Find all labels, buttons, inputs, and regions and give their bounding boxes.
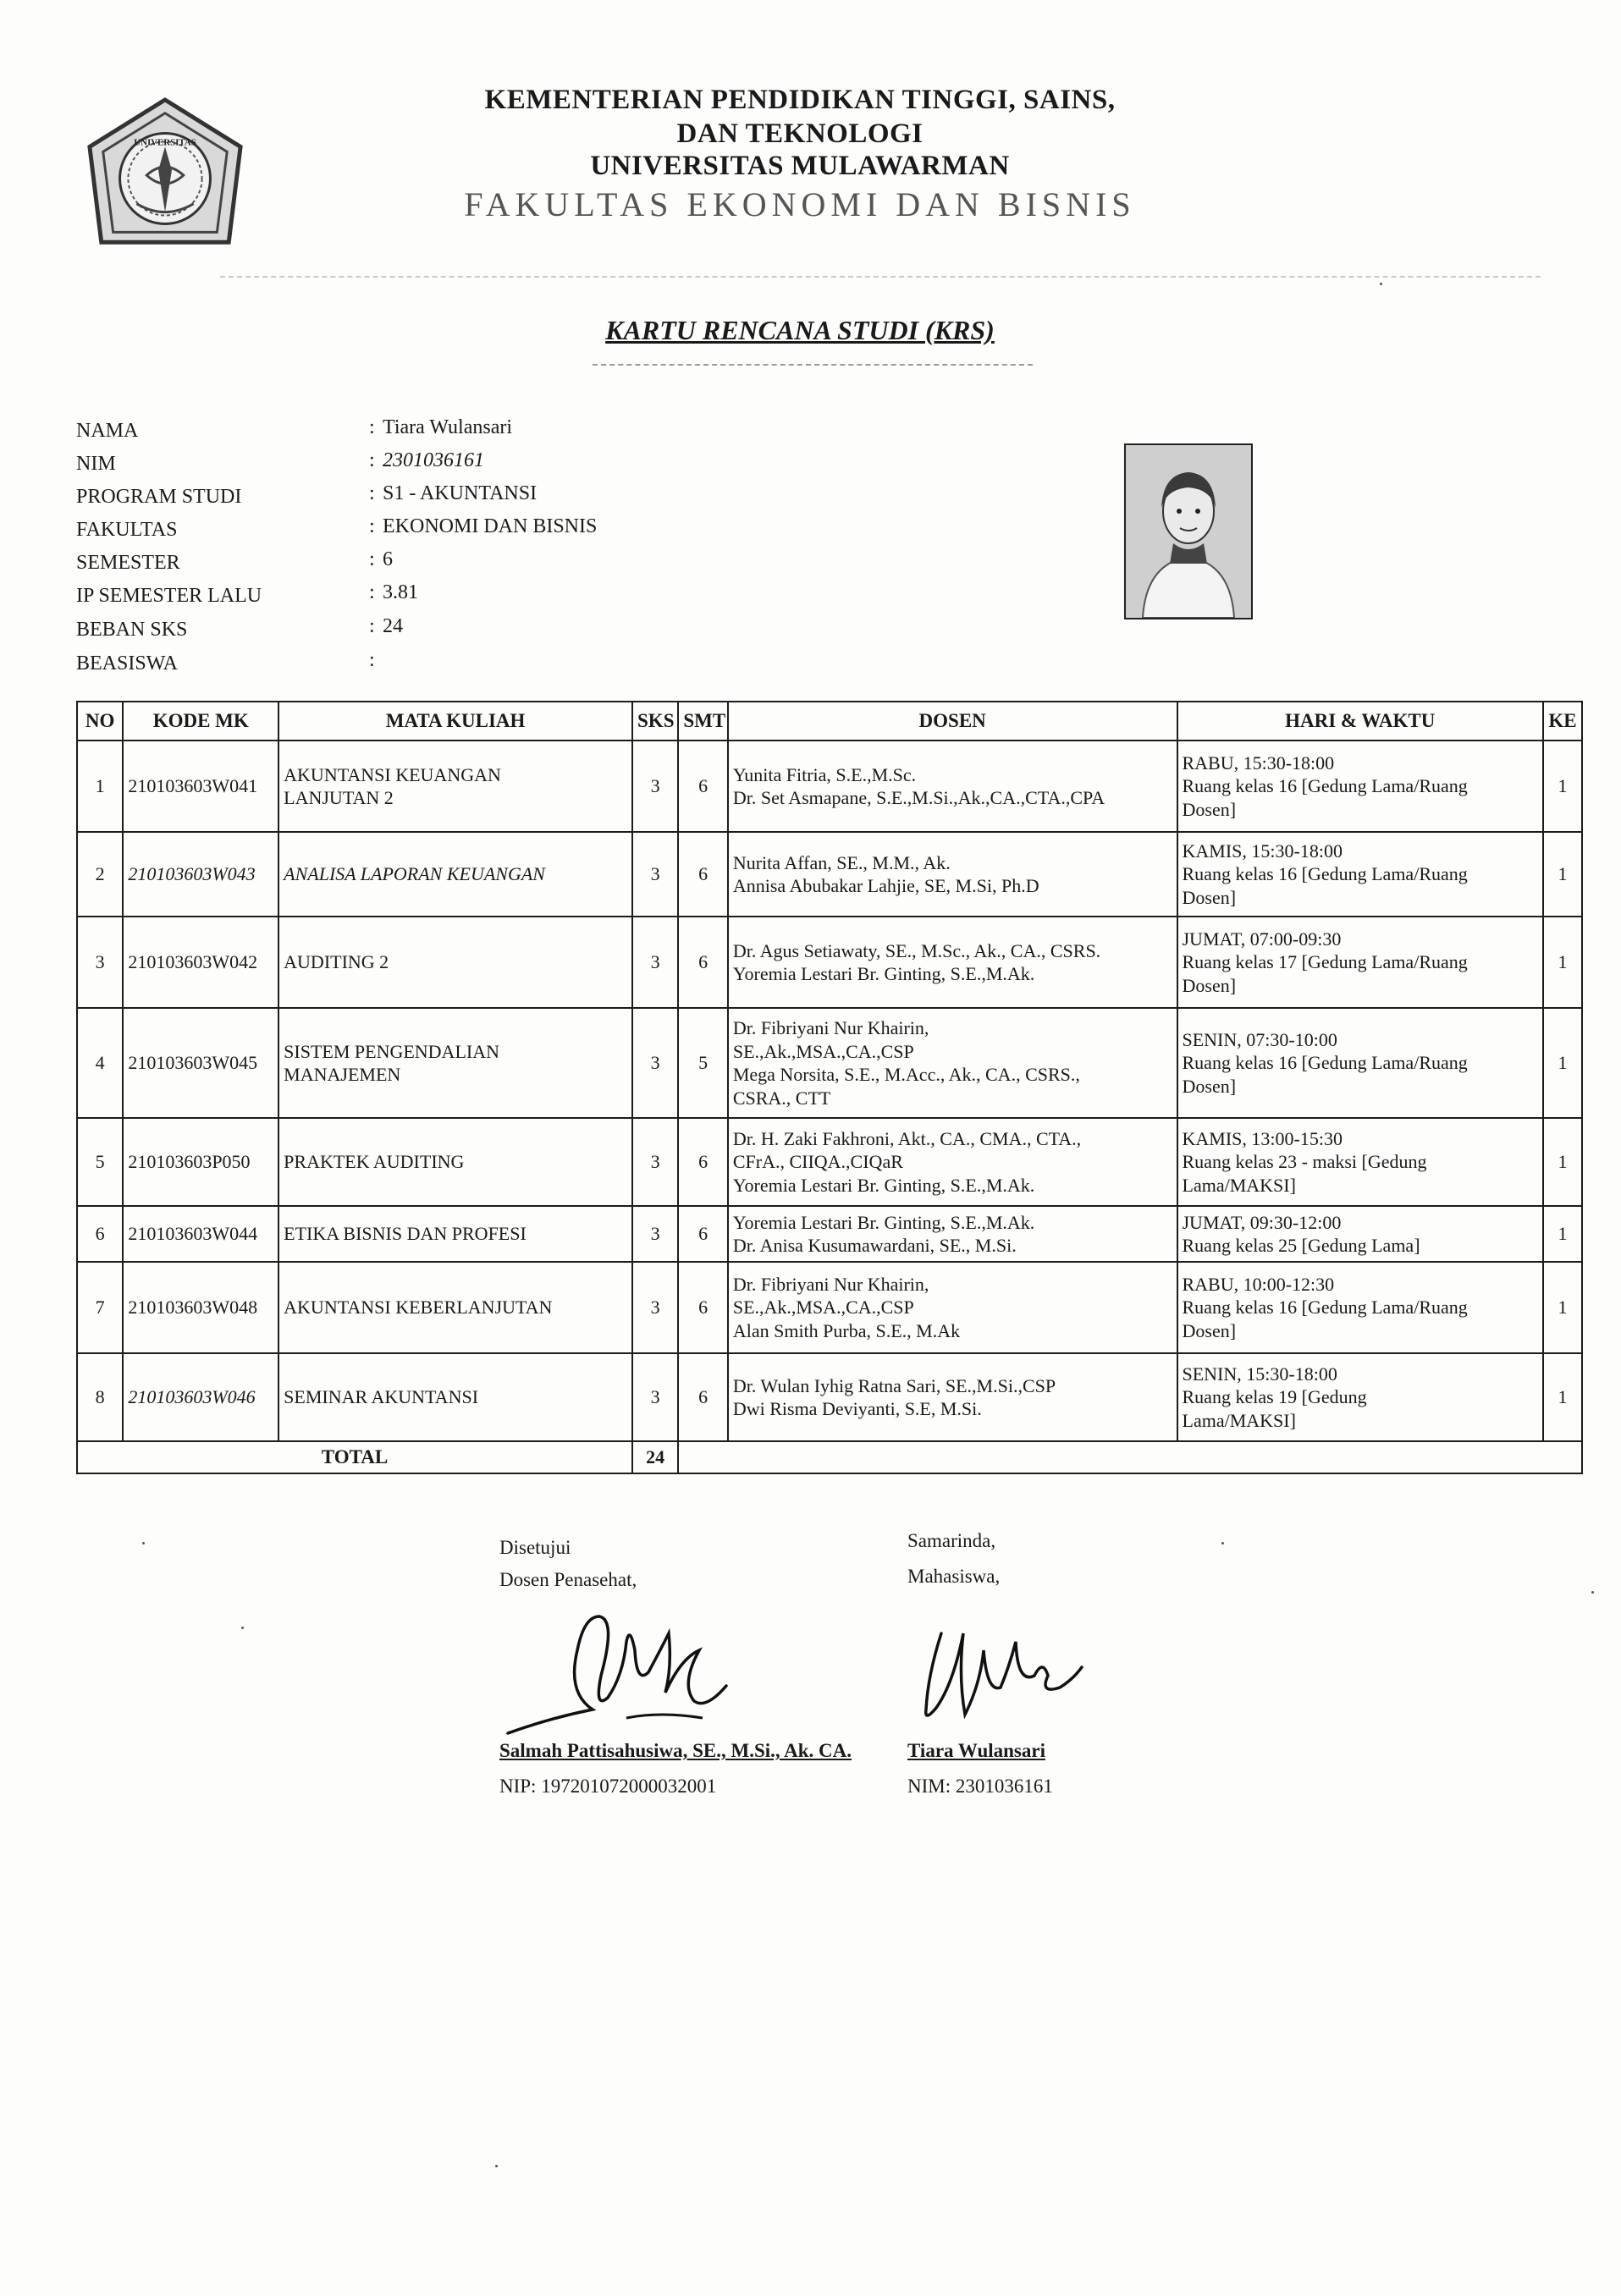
cell-dosen	[728, 1262, 1177, 1353]
mk-line: AKUNTANSI KEUANGAN	[284, 763, 501, 785]
cell-no: 3	[77, 917, 123, 1008]
col-header-sks: SKS	[632, 702, 678, 741]
waktu-line: Lama/MAKSI]	[1182, 1409, 1296, 1431]
waktu-line: JUMAT, 09:30-12:00	[1182, 1211, 1342, 1233]
student-role: Mahasiswa,	[907, 1566, 1001, 1587]
value-nama: Tiara Wulansari	[383, 416, 513, 438]
cell-kode-mk: 210103603W048	[123, 1262, 278, 1353]
cell-smt: 6	[678, 741, 728, 832]
colon: :	[369, 581, 375, 603]
cell-sks: 3	[632, 917, 678, 1008]
cell-smt: 6	[678, 917, 728, 1008]
waktu-line: Ruang kelas 16 [Gedung Lama/Ruang	[1182, 863, 1468, 885]
waktu-line: JUMAT, 07:00-09:30	[1182, 928, 1342, 950]
approval-label: Disetujui	[499, 1537, 571, 1558]
cell-no: 6	[77, 1206, 123, 1262]
ministry-heading: KEMENTERIAN PENDIDIKAN TINGGI, SAINS,	[484, 85, 1116, 115]
value-nim: 2301036161	[383, 449, 484, 471]
faculty-name: FAKULTAS EKONOMI DAN BISNIS	[464, 185, 1136, 223]
cell-no: 4	[77, 1008, 123, 1118]
cell-dosen	[728, 917, 1177, 1008]
waktu-line: Ruang kelas 19 [Gedung	[1182, 1386, 1367, 1408]
dosen-line: Yoremia Lestari Br. Ginting, S.E.,M.Ak.	[732, 963, 1035, 984]
value-semester: 6	[383, 548, 393, 570]
waktu-line: Ruang kelas 25 [Gedung Lama]	[1182, 1235, 1420, 1256]
cell-kode-mk: 210103603W043	[123, 832, 278, 917]
cell-mata-kuliah	[278, 832, 632, 917]
cell-smt: 6	[678, 1118, 728, 1206]
waktu-line: KAMIS, 15:30-18:00	[1182, 840, 1343, 862]
col-header-kode-mk: KODE MK	[123, 702, 278, 741]
university-logo	[81, 95, 249, 262]
mk-line: AUDITING 2	[284, 951, 389, 973]
cell-smt: 6	[678, 832, 728, 917]
table-header-row	[77, 702, 1582, 741]
cell-mata-kuliah	[278, 1262, 632, 1353]
student-photo	[1124, 443, 1253, 619]
cell-no: 7	[77, 1262, 123, 1353]
advisor-name: Salmah Pattisahusiwa, SE., M.Si., Ak. CA.	[499, 1740, 852, 1761]
waktu-line: RABU, 15:30-18:00	[1182, 752, 1335, 774]
total-blank	[678, 1441, 1582, 1473]
cell-smt: 6	[678, 1353, 728, 1441]
dosen-line: Dr. Wulan Iyhig Ratna Sari, SE.,M.Si.,CSP	[732, 1374, 1056, 1396]
col-header-hari-waktu: HARI & WAKTU	[1177, 702, 1543, 741]
cell-hari-waktu	[1177, 1262, 1543, 1353]
mk-line: ETIKA BISNIS DAN PROFESI	[284, 1223, 527, 1245]
cell-kode-mk: 210103603W044	[123, 1206, 278, 1262]
total-sks: 24	[632, 1441, 678, 1473]
col-header-no: NO	[77, 702, 123, 741]
dosen-line: SE.,Ak.,MSA.,CA.,CSP	[732, 1297, 914, 1319]
cell-sks: 3	[632, 832, 678, 917]
cell-sks: 3	[632, 1206, 678, 1262]
table-row	[77, 917, 1582, 1008]
mk-line: ANALISA LAPORAN KEUANGAN	[284, 863, 545, 885]
cell-no: 5	[77, 1118, 123, 1206]
waktu-line: Lama/MAKSI]	[1182, 1174, 1296, 1196]
cell-hari-waktu	[1177, 1353, 1543, 1441]
dosen-line: Yoremia Lestari Br. Ginting, S.E.,M.Ak.	[732, 1174, 1035, 1196]
value-beban-sks: 24	[383, 615, 403, 637]
table-row	[77, 1118, 1582, 1206]
cell-dosen	[728, 741, 1177, 832]
cell-ke: 1	[1543, 1353, 1582, 1441]
waktu-line: Dosen]	[1182, 974, 1237, 996]
dosen-line: CSRA., CTT	[732, 1087, 831, 1109]
dosen-line: Dr. H. Zaki Fakhroni, Akt., CA., CMA., CTA.,	[732, 1127, 1082, 1149]
student-nim: NIM: 2301036161	[907, 1776, 1053, 1797]
dosen-line: Dr. Fibriyani Nur Khairin,	[732, 1273, 929, 1295]
document-title: KARTU RENCANA STUDI (KRS)	[605, 315, 995, 345]
value-ip-semester-lalu: 3.81	[383, 581, 418, 603]
cell-no: 1	[77, 741, 123, 832]
mk-line: PRAKTEK AUDITING	[284, 1151, 465, 1173]
waktu-line: Dosen]	[1182, 1075, 1237, 1097]
cell-mata-kuliah	[278, 1008, 632, 1118]
table-row	[77, 1206, 1582, 1262]
label-program-studi: PROGRAM STUDI	[76, 486, 242, 508]
cell-sks: 3	[632, 1262, 678, 1353]
cell-kode-mk: 210103603P050	[123, 1118, 278, 1206]
colon: :	[369, 449, 375, 471]
cell-sks: 3	[632, 1008, 678, 1118]
advisor-signature-image	[499, 1591, 736, 1743]
colon: :	[369, 649, 375, 671]
cell-smt: 6	[678, 1262, 728, 1353]
cell-hari-waktu	[1177, 741, 1543, 832]
mk-line: AKUNTANSI KEBERLANJUTAN	[284, 1297, 553, 1319]
cell-ke: 1	[1543, 1262, 1582, 1353]
mk-line: SISTEM PENGENDALIAN	[284, 1040, 499, 1062]
cell-mata-kuliah	[278, 1353, 632, 1441]
table-row	[77, 1353, 1582, 1441]
col-header-mata-kuliah: MATA KULIAH	[278, 702, 632, 741]
label-nama: NAMA	[76, 420, 139, 442]
cell-ke: 1	[1543, 1008, 1582, 1118]
dosen-line: Mega Norsita, S.E., M.Acc., Ak., CA., CSRS.,	[732, 1064, 1080, 1085]
cell-ke: 1	[1543, 917, 1582, 1008]
cell-no: 8	[77, 1353, 123, 1441]
cell-sks: 3	[632, 741, 678, 832]
cell-hari-waktu	[1177, 1206, 1543, 1262]
scan-speck	[241, 1627, 244, 1629]
table-row	[77, 832, 1582, 917]
krs-table	[76, 701, 1583, 1474]
mk-line: LANJUTAN 2	[284, 787, 394, 808]
colon: :	[369, 515, 375, 537]
waktu-line: Dosen]	[1182, 798, 1237, 820]
cell-dosen	[728, 832, 1177, 917]
dosen-line: Dr. Agus Setiawaty, SE., M.Sc., Ak., CA., CSRS.	[732, 939, 1101, 961]
value-fakultas: EKONOMI DAN BISNIS	[383, 515, 598, 537]
label-beasiswa: BEASISWA	[76, 652, 179, 674]
place-label: Samarinda,	[907, 1530, 996, 1551]
label-ip-semester-lalu: IP SEMESTER LALU	[76, 585, 262, 607]
advisor-nip: NIP: 197201072000032001	[499, 1776, 717, 1797]
cell-ke: 1	[1543, 741, 1582, 832]
cell-kode-mk: 210103603W041	[123, 741, 278, 832]
total-label: TOTAL	[77, 1441, 632, 1473]
cell-no: 2	[77, 832, 123, 917]
waktu-line: Dosen]	[1182, 886, 1237, 908]
cell-sks: 3	[632, 1118, 678, 1206]
cell-hari-waktu	[1177, 1008, 1543, 1118]
table-row	[77, 1262, 1582, 1353]
waktu-line: Ruang kelas 16 [Gedung Lama/Ruang	[1182, 1052, 1468, 1074]
university-name: UNIVERSITAS MULAWARMAN	[590, 151, 1010, 181]
waktu-line: RABU, 10:00-12:30	[1182, 1273, 1335, 1295]
waktu-line: Dosen]	[1182, 1319, 1237, 1341]
mk-line: MANAJEMEN	[284, 1064, 401, 1085]
dosen-line: Dr. Anisa Kusumawardani, SE., M.Si.	[732, 1235, 1017, 1256]
scan-speck	[495, 2165, 498, 2167]
dosen-line: Dwi Risma Deviyanti, S.E, M.Si.	[732, 1398, 982, 1419]
scan-speck	[1221, 1542, 1224, 1544]
waktu-line: Ruang kelas 17 [Gedung Lama/Ruang	[1182, 951, 1468, 973]
cell-mata-kuliah	[278, 917, 632, 1008]
person-icon	[1126, 445, 1251, 618]
value-program-studi: S1 - AKUNTANSI	[383, 482, 538, 504]
cell-hari-waktu	[1177, 832, 1543, 917]
waktu-line: Ruang kelas 16 [Gedung Lama/Ruang	[1182, 1297, 1468, 1319]
label-beban-sks: BEBAN SKS	[76, 619, 188, 641]
dosen-line: Annisa Abubakar Lahjie, SE, M.Si, Ph.D	[732, 875, 1039, 896]
total-row	[77, 1441, 1582, 1473]
cell-mata-kuliah	[278, 741, 632, 832]
waktu-line: KAMIS, 13:00-15:30	[1182, 1127, 1343, 1149]
dosen-line: CFrA., CIIQA.,CIQaR	[732, 1151, 903, 1173]
waktu-line: SENIN, 15:30-18:00	[1182, 1363, 1337, 1385]
cell-dosen	[728, 1353, 1177, 1441]
scan-speck	[1591, 1591, 1594, 1594]
waktu-line: Ruang kelas 23 - maksi [Gedung	[1182, 1151, 1427, 1173]
col-header-dosen: DOSEN	[728, 702, 1177, 741]
cell-ke: 1	[1543, 1206, 1582, 1262]
cell-mata-kuliah	[278, 1118, 632, 1206]
cell-hari-waktu	[1177, 1118, 1543, 1206]
waktu-line: SENIN, 07:30-10:00	[1182, 1028, 1337, 1050]
student-signature-image	[916, 1616, 1085, 1726]
ministry-heading-2: DAN TEKNOLOGI	[676, 118, 924, 149]
cell-dosen	[728, 1008, 1177, 1118]
title-divider	[593, 364, 1033, 366]
table-row	[77, 741, 1582, 832]
colon: :	[369, 548, 375, 570]
cell-ke: 1	[1543, 1118, 1582, 1206]
cell-kode-mk: 210103603W046	[123, 1353, 278, 1441]
label-nim: NIM	[76, 453, 116, 475]
table-row	[77, 1008, 1582, 1118]
label-fakultas: FAKULTAS	[76, 519, 178, 541]
label-semester: SEMESTER	[76, 552, 180, 574]
dosen-line: Alan Smith Purba, S.E., M.Ak	[732, 1319, 961, 1341]
student-name: Tiara Wulansari	[907, 1740, 1045, 1761]
cell-smt: 5	[678, 1008, 728, 1118]
header-divider	[220, 276, 1541, 278]
cell-sks: 3	[632, 1353, 678, 1441]
cell-mata-kuliah	[278, 1206, 632, 1262]
cell-dosen	[728, 1118, 1177, 1206]
dosen-line: Dr. Fibriyani Nur Khairin,	[732, 1017, 929, 1038]
col-header-ke: KE	[1543, 702, 1582, 741]
colon: :	[369, 482, 375, 504]
scan-speck	[142, 1542, 145, 1544]
waktu-line: Ruang kelas 16 [Gedung Lama/Ruang	[1182, 775, 1468, 797]
dosen-line: Yunita Fitria, S.E.,M.Sc.	[732, 763, 917, 785]
mk-line: SEMINAR AKUNTANSI	[284, 1386, 479, 1408]
dosen-line: Nurita Affan, SE., M.M., Ak.	[732, 851, 951, 873]
dosen-line: SE.,Ak.,MSA.,CA.,CSP	[732, 1040, 914, 1062]
logo-text: UNIVERSITAS	[134, 137, 196, 148]
cell-kode-mk: 210103603W045	[123, 1008, 278, 1118]
colon: :	[369, 615, 375, 637]
cell-hari-waktu	[1177, 917, 1543, 1008]
scan-speck	[1380, 283, 1382, 285]
cell-dosen	[728, 1206, 1177, 1262]
advisor-role: Dosen Penasehat,	[499, 1569, 637, 1590]
cell-kode-mk: 210103603W042	[123, 917, 278, 1008]
cell-ke: 1	[1543, 832, 1582, 917]
col-header-smt: SMT	[678, 702, 728, 741]
dosen-line: Yoremia Lestari Br. Ginting, S.E.,M.Ak.	[732, 1211, 1035, 1233]
colon: :	[369, 416, 375, 438]
dosen-line: Dr. Set Asmapane, S.E.,M.Si.,Ak.,CA.,CTA.,CPA	[732, 787, 1105, 808]
cell-smt: 6	[678, 1206, 728, 1262]
